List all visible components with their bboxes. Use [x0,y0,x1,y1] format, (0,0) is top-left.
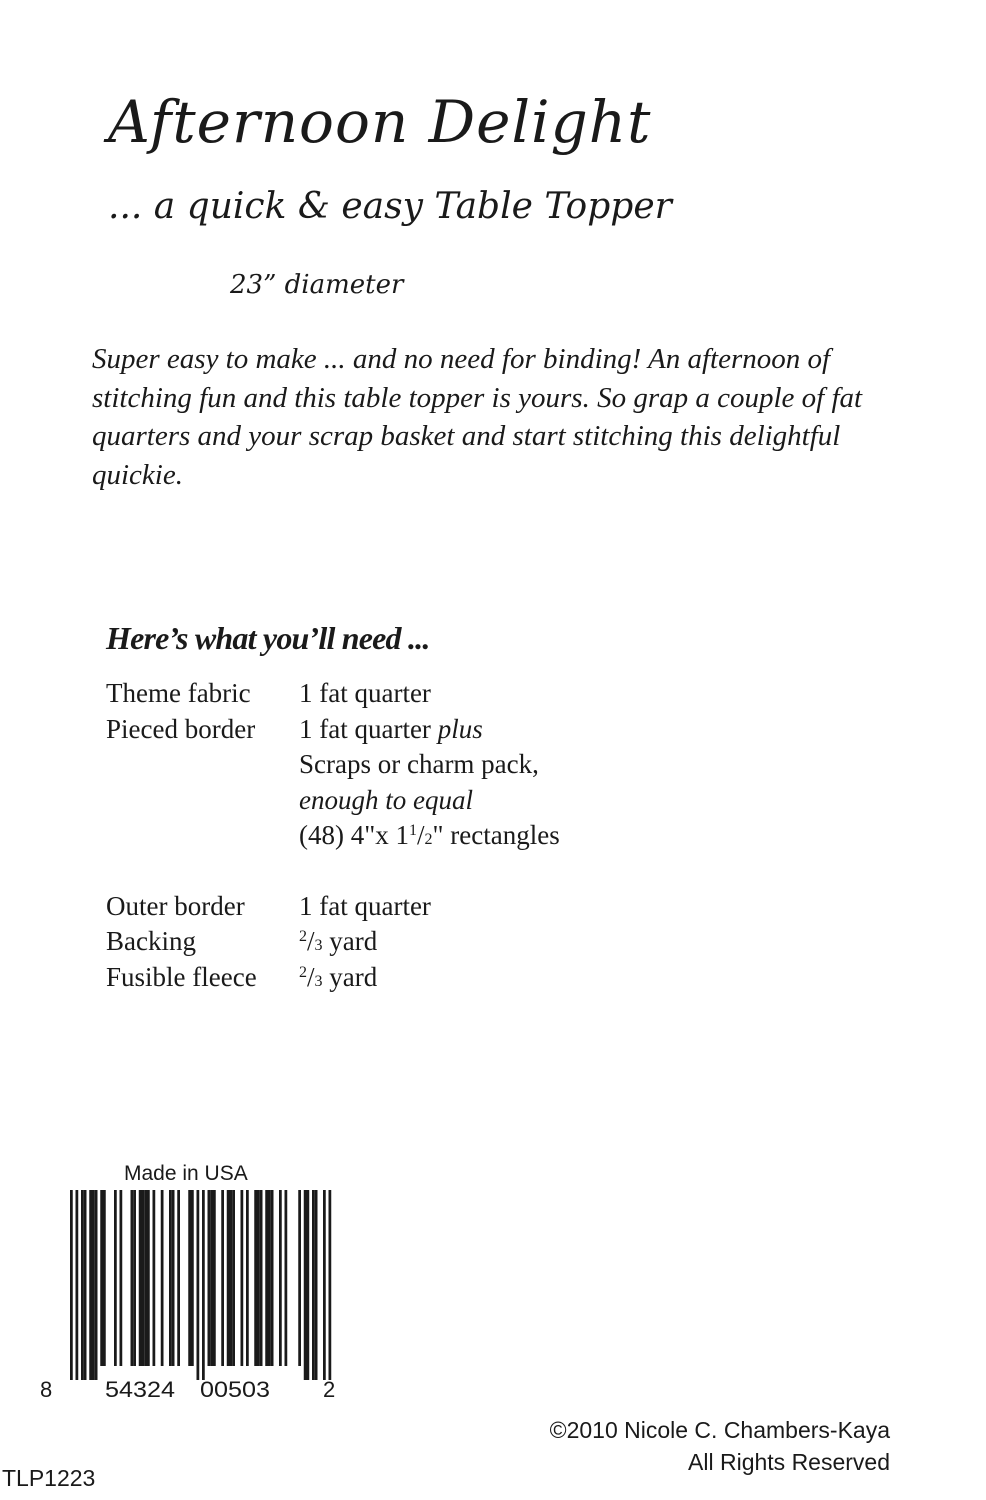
supply-row-continued [106,747,560,783]
barcode-bar [70,1190,73,1380]
barcode-bar [254,1190,257,1366]
supply-row-pieced-border [106,712,560,748]
supply-label: Pieced border [106,713,256,744]
barcode-digit-first: 8 [40,1377,53,1402]
barcode-bar [169,1190,172,1366]
barcode-bar [265,1190,268,1366]
barcode-bars [70,1190,331,1380]
pattern-description: Super easy to make ... and no need for binding! An afternoon of stitching fun and this table topper is yours. So grap a couple of fat quarters and your scrap basket and start stitching this delightful quickie. [92,343,863,491]
barcode-bar [279,1190,282,1366]
barcode-digits-left: 54324 [105,1377,175,1402]
barcode-bar [307,1190,310,1380]
barcode-bar [191,1190,194,1366]
barcode-bar [210,1190,213,1366]
barcode-bar [92,1190,95,1380]
supply-amount-text: 1 fat quarter [299,713,431,744]
barcode-bar [241,1190,244,1366]
supply-label: Theme fabric [106,678,251,708]
barcode-bar [213,1190,216,1366]
barcode-bar [100,1190,103,1366]
barcode-bar [197,1190,200,1380]
supply-amount: 1 fat quarter [299,678,431,708]
supply-label: Fusible fleece [106,961,257,992]
barcode-bar [81,1190,84,1380]
barcode-bar [232,1190,235,1366]
finished-size: 23” diameter [230,270,404,300]
barcode-bar [76,1190,79,1380]
barcode-bar [188,1190,191,1366]
barcode-bar [153,1190,156,1366]
supply-label: Outer border [106,890,245,921]
rights-line: All Rights Reserved [688,1449,890,1475]
barcode-bar [304,1190,307,1380]
barcode-bar [120,1190,123,1366]
supply-detail: (48) 4"x $1^1/2$" rectangles [299,820,560,850]
supply-amount: 1 fat quarter [299,890,431,921]
barcode-bar [285,1190,288,1366]
upc-barcode [40,1190,350,1402]
barcode-bar [257,1190,260,1366]
barcode-bar [246,1190,249,1366]
barcode-bar [208,1190,211,1366]
barcode-bar [84,1190,87,1380]
supply-amount: $^2$/3 yard [299,926,378,956]
supply-label: Backing [106,926,196,956]
made-in-label: Made in USA [124,1162,248,1185]
barcode-digits-right: 00503 [200,1377,270,1402]
barcode-bar [315,1190,318,1380]
supply-detail: enough to equal [299,784,473,815]
barcode-bar [271,1190,274,1366]
barcode-bar [89,1190,92,1380]
supply-row-continued [106,783,560,819]
barcode-bar [161,1190,164,1366]
supply-row-fusible-fleece [106,960,560,996]
supply-row-outer-border [106,889,560,925]
supply-row-theme-fabric [106,676,560,712]
barcode-bar [103,1190,106,1366]
copyright-line: ©2010 Nicole C. Chambers-Kaya [549,1417,890,1443]
barcode-bar [268,1190,271,1366]
barcode-bar [177,1190,180,1366]
barcode-bar [230,1190,233,1366]
supply-amount [299,712,483,748]
barcode-bar [260,1190,263,1366]
copyright-block [550,1414,890,1478]
barcode-bar [227,1190,230,1366]
barcode-bar [142,1190,145,1366]
pattern-title: Afternoon Delight [108,88,652,156]
barcode-bar [139,1190,142,1366]
pattern-subtitle: ... a quick & easy Table Topper [108,186,672,227]
barcode-bar [147,1190,150,1366]
barcode-bar [312,1190,315,1380]
barcode-bar [172,1190,175,1366]
barcode-bar [133,1190,136,1366]
supplies-heading: Here’s what you’ll need ... [106,620,430,656]
barcode-bar [202,1190,205,1380]
barcode-digit-last: 2 [323,1377,336,1402]
barcode-bar [131,1190,134,1366]
barcode-bar [144,1190,147,1366]
barcode-bar [323,1190,326,1380]
barcode-bar [329,1190,332,1380]
barcode-bar [95,1190,98,1380]
barcode-bar [114,1190,117,1366]
supply-detail: Scraps or charm pack, [299,749,539,779]
supply-amount-note: plus [437,713,483,744]
sku-code: TLP1223 [2,1465,96,1491]
supply-row-backing [106,924,560,960]
supply-row-continued [106,818,560,854]
barcode-bar [298,1190,301,1366]
supply-amount: $^2$/3 yard [299,961,378,992]
supplies-list [106,676,560,995]
barcode-bar [221,1190,224,1366]
